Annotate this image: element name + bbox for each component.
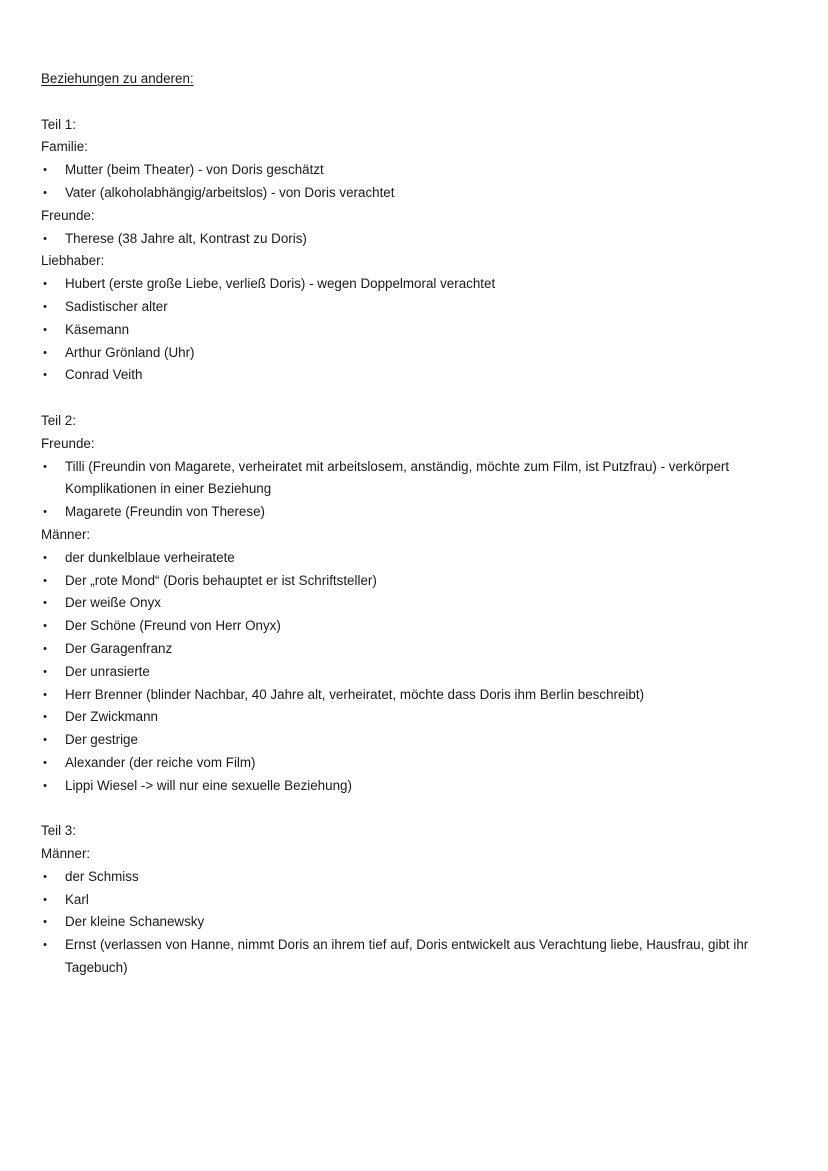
list-item-text: Der „rote Mond“ (Doris behauptet er ist Schriftsteller) <box>65 572 377 588</box>
bullet-icon: • <box>43 300 47 313</box>
bullet-icon: • <box>43 916 47 929</box>
bullet-icon: • <box>43 164 47 177</box>
bullet-list <box>41 273 801 387</box>
list-item-text: Therese (38 Jahre alt, Kontrast zu Doris) <box>65 230 307 246</box>
spacer <box>41 387 801 410</box>
bullet-icon: • <box>43 620 47 633</box>
list-item-text: Mutter (beim Theater) - von Doris geschätzt <box>65 162 324 178</box>
list-item-text: der Schmiss <box>65 868 139 884</box>
list-item-text: Herr Brenner (blinder Nachbar, 40 Jahre alt, verheiratet, möchte dass Doris ihm Berlin beschreibt) <box>65 686 645 702</box>
bullet-icon: • <box>43 186 47 199</box>
bullet-icon: • <box>43 551 47 564</box>
bullet-list <box>41 866 801 980</box>
list-item-text: Hubert (erste große Liebe, verließ Doris) - wegen Doppelmoral verachtet <box>65 276 496 292</box>
bullet-icon: • <box>43 506 47 519</box>
list-item <box>41 570 801 593</box>
bullet-list <box>41 228 801 251</box>
section-heading: Teil 1: <box>41 116 76 132</box>
section-teil-3 <box>41 820 801 980</box>
list-item <box>41 661 801 684</box>
list-item <box>41 775 801 798</box>
group-label: Männer: <box>41 846 91 862</box>
list-item-text: Vater (alkoholabhängig/arbeitslos) - von Doris verachtet <box>65 184 395 200</box>
list-item <box>41 342 801 365</box>
list-item <box>41 364 801 387</box>
bullet-icon: • <box>43 939 47 952</box>
list-item-text: Der gestrige <box>65 732 138 748</box>
list-item <box>41 501 801 524</box>
list-item <box>41 456 801 502</box>
section-teil-1 <box>41 114 801 388</box>
list-item-text: Sadistischer alter <box>65 298 168 314</box>
bullet-icon: • <box>43 688 47 701</box>
list-item <box>41 638 801 661</box>
group-label: Männer: <box>41 526 91 542</box>
bullet-icon: • <box>43 642 47 655</box>
list-item <box>41 273 801 296</box>
bullet-icon: • <box>43 369 47 382</box>
bullet-icon: • <box>43 323 47 336</box>
list-item <box>41 592 801 615</box>
section-teil-2 <box>41 410 801 798</box>
list-item-text: Tilli (Freundin von Magarete, verheiratet mit arbeitslosem, anständig, möchte zum Film, ist Putzfrau) - verkörpert Komplikationen in einer Beziehung <box>65 458 730 497</box>
list-item <box>41 911 801 934</box>
list-item-text: Der unrasierte <box>65 663 150 679</box>
bullet-icon: • <box>43 574 47 587</box>
bullet-icon: • <box>43 779 47 792</box>
bullet-icon: • <box>43 711 47 724</box>
list-item-text: Alexander (der reiche vom Film) <box>65 754 256 770</box>
list-item <box>41 706 801 729</box>
document-title: Beziehungen zu anderen: <box>41 71 194 86</box>
list-item-text: Conrad Veith <box>65 367 143 383</box>
list-item <box>41 319 801 342</box>
bullet-list <box>41 547 801 798</box>
spacer <box>41 798 801 821</box>
bullet-list <box>41 456 801 524</box>
bullet-icon: • <box>43 232 47 245</box>
bullet-icon: • <box>43 893 47 906</box>
list-item-text: Ernst (verlassen von Hanne, nimmt Doris an ihrem tief auf, Doris entwickelt aus Verachtung liebe, Hausfrau, gibt ihr Tagebuch) <box>65 937 749 976</box>
section-heading: Teil 2: <box>41 412 76 428</box>
group-label: Liebhaber: <box>41 253 105 269</box>
list-item-text: Der Schöne (Freund von Herr Onyx) <box>65 618 281 634</box>
list-item-text: Käsemann <box>65 321 130 337</box>
list-item <box>41 615 801 638</box>
bullet-icon: • <box>43 278 47 291</box>
group-label: Freunde: <box>41 207 95 223</box>
bullet-icon: • <box>43 756 47 769</box>
list-item-text: der dunkelblaue verheiratete <box>65 549 235 565</box>
list-item-text: Karl <box>65 891 89 907</box>
bullet-list <box>41 159 801 205</box>
group-label: Familie: <box>41 139 88 155</box>
list-item <box>41 296 801 319</box>
list-item <box>41 889 801 912</box>
list-item-text: Der Zwickmann <box>65 709 159 725</box>
bullet-icon: • <box>43 460 47 473</box>
spacer <box>41 91 801 114</box>
bullet-icon: • <box>43 597 47 610</box>
bullet-icon: • <box>43 734 47 747</box>
bullet-icon: • <box>43 870 47 883</box>
list-item <box>41 182 801 205</box>
document-page <box>41 68 801 980</box>
list-item <box>41 866 801 889</box>
list-item-text: Der Garagenfranz <box>65 640 173 656</box>
list-item <box>41 228 801 251</box>
list-item <box>41 752 801 775</box>
list-item-text: Lippi Wiesel -> will nur eine sexuelle Beziehung) <box>65 777 352 793</box>
section-heading: Teil 3: <box>41 823 76 839</box>
list-item <box>41 684 801 707</box>
list-item-text: Arthur Grönland (Uhr) <box>65 344 195 360</box>
group-label: Freunde: <box>41 435 95 451</box>
bullet-icon: • <box>43 346 47 359</box>
bullet-icon: • <box>43 665 47 678</box>
list-item-text: Der weiße Onyx <box>65 595 161 611</box>
list-item <box>41 729 801 752</box>
list-item <box>41 159 801 182</box>
list-item-text: Magarete (Freundin von Therese) <box>65 504 265 520</box>
list-item <box>41 547 801 570</box>
list-item-text: Der kleine Schanewsky <box>65 914 205 930</box>
list-item <box>41 934 801 980</box>
